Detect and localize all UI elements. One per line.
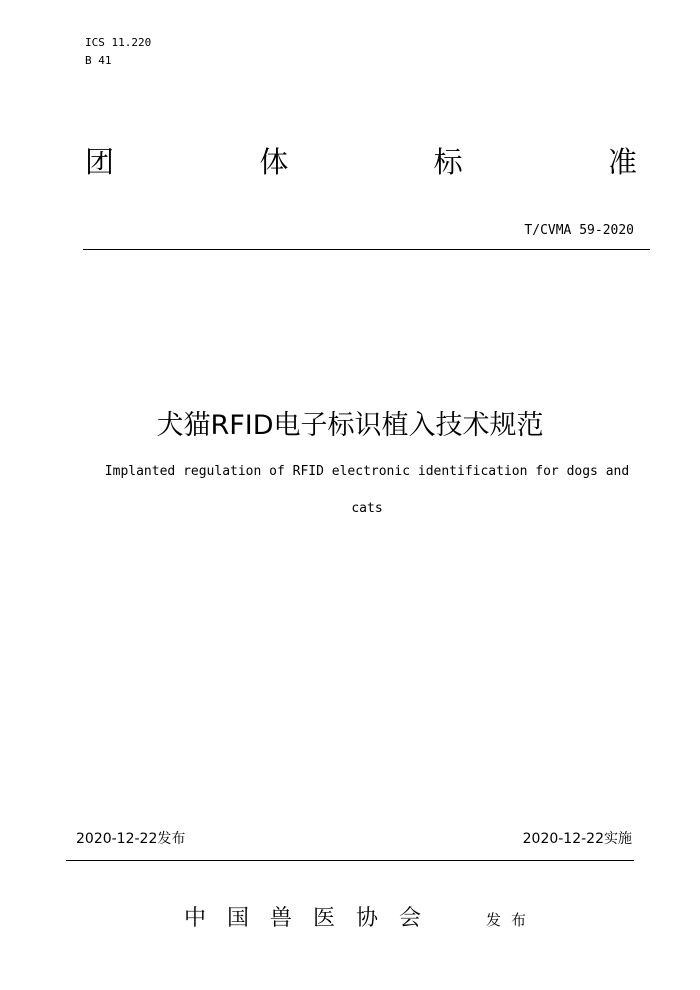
standard-type-char: 标 — [433, 145, 463, 179]
document-title-english-line1: Implanted regulation of RFID electronic identification for dogs and — [104, 464, 630, 479]
standard-type-char: 团 — [85, 145, 115, 179]
ccs-code: B 41 — [85, 54, 112, 67]
bottom-divider — [66, 860, 634, 861]
publish-label: 发布 — [486, 911, 537, 929]
top-divider — [83, 249, 650, 250]
implementation-date: 2020-12-22实施 — [522, 831, 632, 847]
publisher-name: 中国兽医协会 — [184, 906, 443, 931]
document-title-english-line2: cats — [351, 501, 383, 516]
standard-type-heading — [85, 142, 637, 182]
ics-code: ICS 11.220 — [85, 36, 152, 49]
standard-type-char: 准 — [607, 145, 637, 179]
document-title-chinese: 犬猫RFID电子标识植入技术规范 — [156, 410, 544, 441]
standard-number: T/CVMA 59-2020 — [524, 223, 634, 238]
standard-type-char: 体 — [259, 145, 289, 179]
issue-date: 2020-12-22发布 — [76, 831, 186, 847]
